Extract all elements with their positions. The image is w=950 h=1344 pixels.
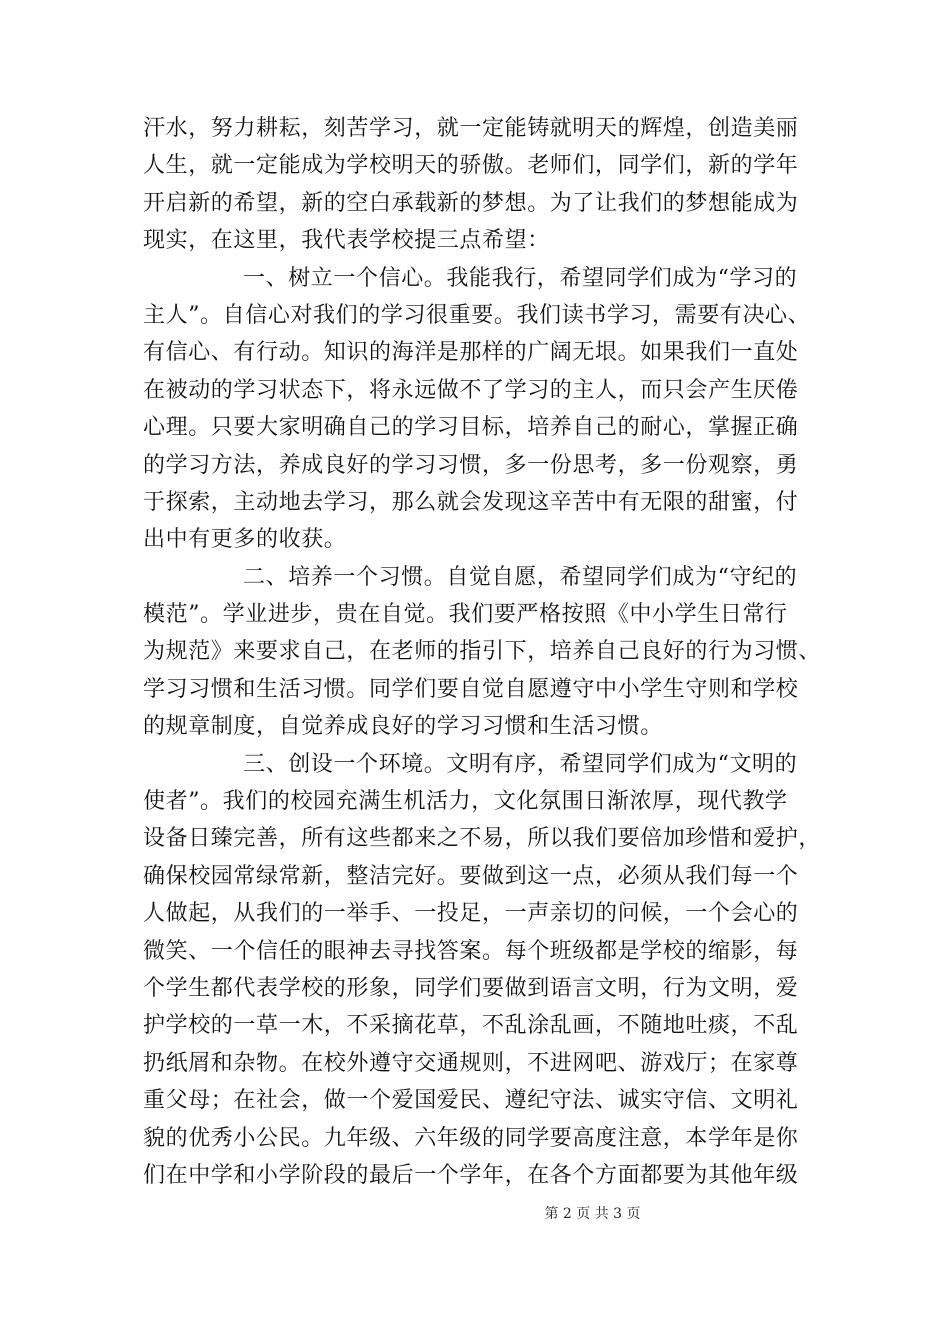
text-line: 模范”。学业进步，贵在自觉。我们要严格按照《中小学生日常行 <box>143 602 788 628</box>
text-line: 出中有更多的收获。 <box>143 527 347 553</box>
text-line: 学习习惯和生活习惯。同学们要自觉自愿遵守中小学生守则和学校 <box>143 676 799 702</box>
text-line: 设备日臻完善，所有这些都来之不易，所以我们要倍加珍惜和爱护， <box>143 826 822 852</box>
text-line: 的规章制度，自觉养成良好的学习习惯和生活习惯。 <box>143 714 663 740</box>
text-line: 现实，在这里，我代表学校提三点希望： <box>143 228 550 254</box>
text-line: 们在中学和小学阶段的最后一个学年，在各个方面都要为其他年级 <box>143 1162 799 1188</box>
text-line: 有信心、有行动。知识的海洋是那样的广阔无垠。如果我们一直处 <box>143 340 799 366</box>
text-line: 汗水，努力耕耘，刻苦学习，就一定能铸就明天的辉煌，创造美丽 <box>143 116 799 141</box>
text-line: 人生，就一定能成为学校明天的骄傲。老师们，同学们，新的学年 <box>143 153 799 179</box>
text-line: 使者”。我们的校园充满生机活力，文化氛围日渐浓厚，现代教学 <box>143 789 788 815</box>
text-line: 在被动的学习状态下，将永远做不了学习的主人，而只会产生厌倦 <box>143 377 799 403</box>
text-line: 确保校园常绿常新，整洁完好。要做到这一点，必须从我们每一个 <box>143 863 799 889</box>
page-footer <box>0 1203 950 1223</box>
text-line: 的学习方法，养成良好的学习习惯，多一份思考，多一份观察，勇 <box>143 452 799 478</box>
paragraph-start-line: 一、树立一个信心。我能我行，希望同学们成为“学习的 <box>243 265 798 291</box>
body-text <box>143 110 822 1194</box>
text-line: 扔纸屑和杂物。在校外遵守交通规则，不进网吧、游戏厅；在家尊 <box>143 1050 799 1076</box>
text-line: 开启新的希望，新的空白承载新的梦想。为了让我们的梦想能成为 <box>143 190 799 216</box>
text-line: 护学校的一草一木，不采摘花草，不乱涂乱画，不随地吐痰，不乱 <box>143 1013 799 1039</box>
text-line: 心理。只要大家明确自己的学习目标，培养自己的耐心，掌握正确 <box>143 415 799 441</box>
text-line: 重父母；在社会，做一个爱国爱民、遵纪守法、诚实守信、文明礼 <box>143 1088 799 1114</box>
text-line: 为规范》来要求自己，在老师的指引下，培养自己良好的行为习惯、 <box>143 639 822 665</box>
text-line: 于探索，主动地去学习，那么就会发现这辛苦中有无限的甜蜜，付 <box>143 489 799 515</box>
text-line: 个学生都代表学校的形象，同学们要做到语言文明，行为文明，爱 <box>143 975 799 1001</box>
text-line: 貌的优秀小公民。九年级、六年级的同学要高度注意，本学年是你 <box>143 1125 799 1151</box>
paragraph-start-line: 三、创设一个环境。文明有序，希望同学们成为“文明的 <box>243 751 798 777</box>
text-line: 人做起，从我们的一举手、一投足，一声亲切的问候，一个会心的 <box>143 901 799 927</box>
text-line: 主人”。自信心对我们的学习很重要。我们读书学习，需要有决心、 <box>143 302 811 328</box>
paragraph-start-line: 二、培养一个习惯。自觉自愿，希望同学们成为“守纪的 <box>243 564 798 590</box>
page-number: 第 2 页 共 3 页 <box>544 1206 641 1222</box>
text-line: 微笑、一个信任的眼神去寻找答案。每个班级都是学校的缩影，每 <box>143 938 799 964</box>
